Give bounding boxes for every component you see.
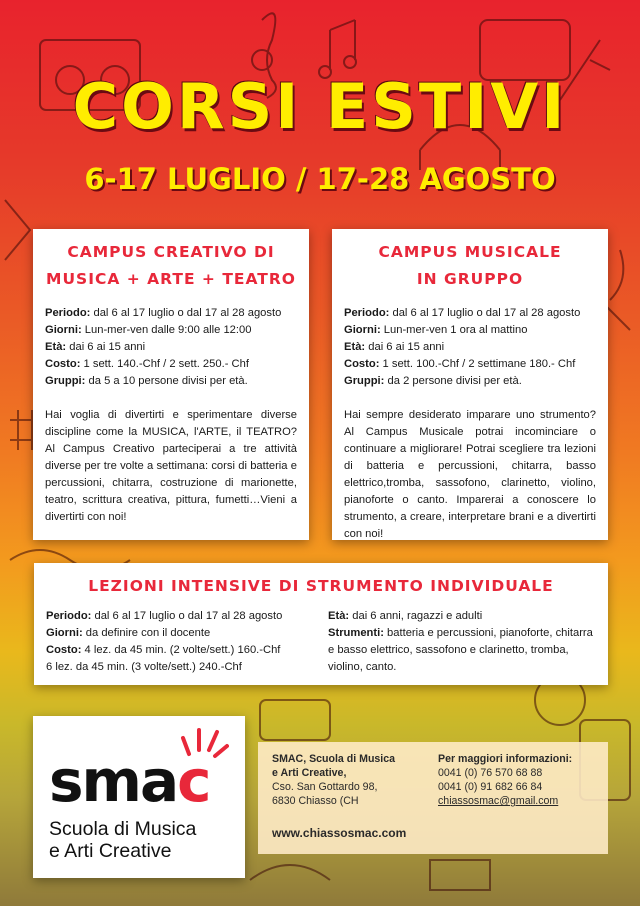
strumenti-label: Strumenti: bbox=[328, 627, 384, 639]
periodo-value: dal 6 al 17 luglio o dal 17 al 28 agosto bbox=[392, 307, 581, 319]
periodo-value: dal 6 al 17 luglio o dal 17 al 28 agosto bbox=[94, 610, 283, 622]
gruppi-row bbox=[45, 373, 297, 390]
periodo-row bbox=[46, 608, 314, 625]
logo-sub-line2: e Arti Creative bbox=[49, 840, 172, 862]
eta-value: dai 6 anni, ragazzi e adulti bbox=[352, 610, 483, 622]
logo-word-accent: c bbox=[177, 747, 210, 815]
giorni-label: Giorni: bbox=[344, 324, 381, 336]
smac-logo bbox=[33, 716, 245, 878]
periodo-row bbox=[45, 305, 297, 322]
logo-word-main: sma bbox=[49, 747, 178, 815]
info-label: Per maggiori informazioni: bbox=[438, 753, 573, 765]
gruppi-value: da 2 persone divisi per età. bbox=[387, 375, 522, 387]
costo-label: Costo: bbox=[45, 358, 81, 370]
costo-label: Costo: bbox=[344, 358, 380, 370]
contact-info bbox=[438, 752, 598, 808]
address-line2: 6830 Chiasso (CH bbox=[272, 795, 359, 807]
giorni-label: Giorni: bbox=[45, 324, 82, 336]
strumenti-value: batteria e percussioni, pianoforte, chitarra e basso elettrico, sassofono e clarinetto, tromba, violino, canto. bbox=[328, 627, 593, 673]
costo-row bbox=[344, 356, 596, 373]
gruppi-label: Gruppi: bbox=[45, 375, 86, 387]
card-column-right bbox=[328, 608, 596, 676]
periodo-label: Periodo: bbox=[46, 610, 92, 622]
gruppi-row bbox=[344, 373, 596, 390]
costo-label: Costo: bbox=[46, 644, 82, 656]
card-description: Hai sempre desiderato imparare uno strumento? Al Campus Musicale potrai incominciare o continuare a migliorare! Potrai scegliere tra lezioni di batteria e percussioni, chitarra, basso elettrico,tromba, sassofono, clarinetto, violino, pianoforte o canto. Imparerai a conoscere lo strumento, a creare, interpretare brani e a divertirti con noi! bbox=[344, 409, 596, 540]
giorni-value: Lun-mer-ven dalle 9:00 alle 12:00 bbox=[84, 324, 252, 336]
org-line1: SMAC, Scuola di Musica bbox=[272, 753, 396, 765]
card-campus-creativo bbox=[33, 229, 309, 540]
eta-row bbox=[344, 339, 596, 356]
card-column-left bbox=[46, 608, 314, 676]
address-line1: Cso. San Gottardo 98, bbox=[272, 781, 378, 793]
eta-label: Età: bbox=[328, 610, 350, 622]
page-title: CORSI ESTIVI bbox=[72, 70, 568, 143]
logo-subtitle bbox=[49, 818, 196, 862]
periodo-value: dal 6 al 17 luglio o dal 17 al 28 agosto bbox=[93, 307, 282, 319]
costo-row bbox=[46, 642, 314, 659]
costo-value: 1 sett. 100.-Chf / 2 settimane 180.- Chf bbox=[382, 358, 576, 370]
costo-row-2: 6 lez. da 45 min. (3 volte/sett.) 240.-Chf bbox=[46, 661, 242, 673]
giorni-value: Lun-mer-ven 1 ora al mattino bbox=[383, 324, 528, 336]
periodo-row bbox=[344, 305, 596, 322]
email-link[interactable]: chiassosmac@gmail.com bbox=[438, 795, 559, 807]
giorni-label: Giorni: bbox=[46, 627, 83, 639]
eta-label: Età: bbox=[45, 341, 67, 353]
page-dates: 6-17 LUGLIO / 17-28 AGOSTO bbox=[84, 162, 556, 196]
eta-row bbox=[328, 608, 596, 625]
logo-wordmark bbox=[49, 747, 210, 815]
card-title bbox=[45, 239, 297, 293]
card-title-line1: CAMPUS CREATIVO DI bbox=[67, 243, 275, 261]
strumenti-row bbox=[328, 625, 596, 676]
card-campus-musicale bbox=[332, 229, 608, 540]
giorni-value: da definire con il docente bbox=[85, 627, 211, 639]
periodo-label: Periodo: bbox=[45, 307, 91, 319]
card-title bbox=[344, 239, 596, 293]
eta-label: Età: bbox=[344, 341, 366, 353]
giorni-row bbox=[45, 322, 297, 339]
card-title-line1: CAMPUS MUSICALE bbox=[378, 243, 562, 261]
phone-2: 0041 (0) 91 682 66 84 bbox=[438, 781, 543, 793]
giorni-row bbox=[46, 625, 314, 642]
website-link[interactable]: www.chiassosmac.com bbox=[272, 826, 407, 840]
contact-box bbox=[258, 742, 608, 854]
gruppi-label: Gruppi: bbox=[344, 375, 385, 387]
card-lezioni-intensive bbox=[34, 563, 608, 685]
eta-value: dai 6 ai 15 anni bbox=[69, 341, 146, 353]
card-columns bbox=[46, 608, 596, 676]
card-title-line2: IN GRUPPO bbox=[416, 270, 524, 288]
eta-row bbox=[45, 339, 297, 356]
eta-value: dai 6 ai 15 anni bbox=[368, 341, 445, 353]
costo-value: 4 lez. da 45 min. (2 volte/sett.) 160.-Chf bbox=[84, 644, 281, 656]
org-line2: e Arti Creative, bbox=[272, 767, 347, 779]
costo-value: 1 sett. 140.-Chf / 2 sett. 250.- Chf bbox=[83, 358, 249, 370]
card-description: Hai voglia di divertirti e sperimentare diverse discipline come la MUSICA, l'ARTE, il TEATRO? Al Campus Creativo parteciperai a tre attività diverse per tre volte a settimana: corsi di batteria e percussioni, chitarra, costruzione di marionette, teatro, scrittura creativa, pittura, fumetti…Vieni a divertirti con noi! bbox=[45, 409, 297, 523]
phone-1: 0041 (0) 76 570 68 88 bbox=[438, 767, 543, 779]
giorni-row bbox=[344, 322, 596, 339]
logo-sub-line1: Scuola di Musica bbox=[49, 818, 197, 840]
costo-row bbox=[45, 356, 297, 373]
card-title: LEZIONI INTENSIVE DI STRUMENTO INDIVIDUALE bbox=[88, 577, 554, 595]
card-title-line2: MUSICA + ARTE + TEATRO bbox=[46, 270, 296, 288]
periodo-label: Periodo: bbox=[344, 307, 390, 319]
gruppi-value: da 5 a 10 persone divisi per età. bbox=[88, 375, 248, 387]
contact-address bbox=[272, 752, 422, 808]
